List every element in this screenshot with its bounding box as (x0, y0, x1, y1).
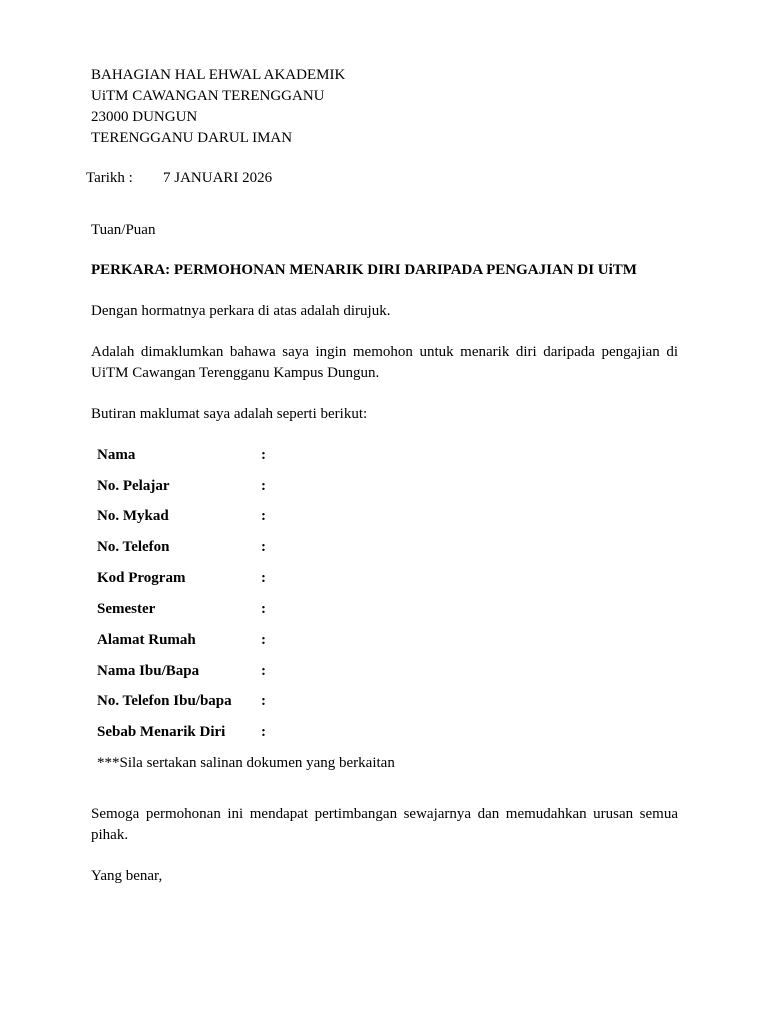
closing-paragraph: Semoga permohonan ini mendapat pertimbangan sewajarnya dan memudahkan urusan semua pihak. (91, 806, 678, 843)
field-kod-program (97, 568, 397, 589)
field-colon: : (261, 570, 266, 586)
field-no-telefon-ibu-bapa (97, 691, 397, 712)
field-label: No. Mykad (97, 508, 169, 524)
salutation: Tuan/Puan (91, 222, 156, 238)
address-line-1: BAHAGIAN HAL EHWAL AKADEMIK (91, 67, 346, 83)
field-label: No. Telefon Ibu/bapa (97, 693, 232, 709)
field-label: Nama (97, 447, 136, 463)
field-colon: : (261, 601, 266, 617)
field-no-mykad (97, 506, 397, 527)
body-paragraph-3: Butiran maklumat saya adalah seperti berikut: (91, 406, 368, 422)
field-nama (97, 445, 397, 466)
field-alamat-rumah (97, 630, 397, 651)
attachment-note: ***Sila sertakan salinan dokumen yang berkaitan (97, 755, 395, 771)
address-line-3: 23000 DUNGUN (91, 109, 198, 125)
field-label: No. Pelajar (97, 478, 170, 494)
field-label: Alamat Rumah (97, 632, 196, 648)
field-colon: : (261, 539, 266, 555)
field-colon: : (261, 447, 266, 463)
field-nama-ibu-bapa (97, 661, 397, 682)
field-colon: : (261, 724, 266, 740)
field-label: Sebab Menarik Diri (97, 724, 226, 740)
field-label: Semester (97, 601, 156, 617)
field-colon: : (261, 693, 266, 709)
date-value: 7 JANUARI 2026 (163, 170, 273, 186)
address-line-4: TERENGGANU DARUL IMAN (91, 130, 293, 146)
field-colon: : (261, 478, 266, 494)
field-colon: : (261, 663, 266, 679)
field-label: No. Telefon (97, 539, 170, 555)
body-paragraph-2: Adalah dimaklumkan bahawa saya ingin memohon untuk menarik diri daripada pengajian di UiTM Cawangan Terengganu Kampus Dungun. (91, 344, 678, 381)
field-sebab-menarik-diri (97, 722, 397, 743)
field-no-telefon (97, 537, 397, 558)
subject-heading: PERKARA: PERMOHONAN MENARIK DIRI DARIPADA PENGAJIAN DI UiTM (91, 262, 637, 278)
body-paragraph-1: Dengan hormatnya perkara di atas adalah dirujuk. (91, 303, 391, 319)
signoff: Yang benar, (91, 868, 163, 884)
field-colon: : (261, 508, 266, 524)
field-label: Nama Ibu/Bapa (97, 663, 200, 679)
field-no-pelajar (97, 476, 397, 497)
address-line-2: UiTM CAWANGAN TERENGGANU (91, 88, 325, 104)
field-semester (97, 599, 397, 620)
date-label: Tarikh : (86, 170, 133, 186)
field-label: Kod Program (97, 570, 186, 586)
field-colon: : (261, 632, 266, 648)
